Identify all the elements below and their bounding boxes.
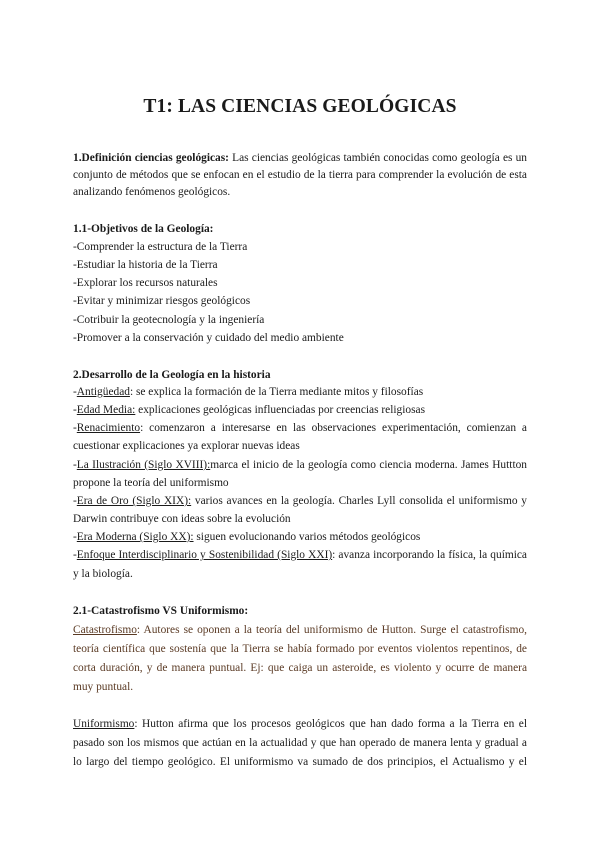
history-text: : se explica la formación de la Tierra mediante mitos y filosofías xyxy=(129,386,424,398)
definition-line-2: conjunto de métodos que se enfocan en el estudio de la tierra para comprender la evolución de esta xyxy=(73,169,527,181)
history-text: : comenzaron a interesarse en las observaciones experimentación, comienzan a xyxy=(140,422,527,434)
history-item-ilustracion-cont: propone la teoría del uniformismo xyxy=(73,477,229,489)
history-label: Enfoque Interdisciplinario y Sostenibilidad (Siglo XXI) xyxy=(76,549,333,561)
catastrophism-line-4: muy puntual. xyxy=(73,681,134,693)
objective-item: -Evitar y minimizar riesgos geológicos xyxy=(73,295,251,307)
history-text: explicaciones geológicas influenciadas por creencias religiosas xyxy=(135,404,426,416)
uniformism-text-1: : Hutton afirma que los procesos geológicos que han dado forma a la Tierra en el xyxy=(134,718,527,730)
history-item-enfoque-cont: y la biología. xyxy=(73,568,133,580)
history-item-era-oro-cont: Darwin contribuye con ideas sobre la evolución xyxy=(73,513,291,525)
definition-line-1 xyxy=(73,151,527,166)
history-label: La Ilustración (Siglo XVIII): xyxy=(76,459,211,471)
history-label: Antigüedad xyxy=(76,386,130,398)
history-item-renacimiento xyxy=(73,421,527,436)
history-label: Era Moderna (Siglo XX): xyxy=(76,531,194,543)
catastrophism-label: Catastrofismo xyxy=(73,624,137,636)
catastrophism-line-1 xyxy=(73,623,527,638)
history-text: : avanza incorporando la física, la química xyxy=(332,549,527,561)
uniformism-line-2: pasado son los mismos que actúan en la actualidad y que han operado de manera lenta y gradual a xyxy=(73,737,527,749)
history-label: Renacimiento xyxy=(76,422,141,434)
history-text: marca el inicio de la geología como ciencia moderna. James Huttton xyxy=(210,459,527,471)
dash: - xyxy=(73,386,77,398)
objective-item: -Cotribuir la geotecnología y la ingeniería xyxy=(73,314,265,326)
history-label: Era de Oro (Siglo XIX): xyxy=(76,495,192,507)
history-item-antiguedad xyxy=(73,385,423,400)
history-text: varios avances en la geología. Charles Lyll consolida el uniformismo y xyxy=(191,495,527,507)
catastrophism-text-1: : Autores se oponen a la teoría del uniformismo de Hutton. Surge el catastrofismo, xyxy=(136,624,527,636)
dash: - xyxy=(73,422,77,434)
catastrophism-heading: 2.1-Catastrofismo VS Uniformismo: xyxy=(73,605,249,617)
definition-line-3: analizando fenómenos geológicos. xyxy=(73,186,231,198)
objectives-heading: 1.1-Objetivos de la Geología: xyxy=(73,223,214,235)
history-item-era-oro xyxy=(73,494,527,509)
page-title: T1: LAS CIENCIAS GEOLÓGICAS xyxy=(143,96,457,117)
history-text: siguen evolucionando varios métodos geológicos xyxy=(193,531,421,543)
uniformism-label: Uniformismo xyxy=(73,718,135,730)
history-item-ilustracion xyxy=(73,458,527,473)
catastrophism-line-2: teoría científica que sostenía que la Tierra se había formado por eventos violentos repentinos, de xyxy=(73,643,527,655)
definition-text-1: Las ciencias geológicas también conocidas como geología es un xyxy=(232,152,527,164)
dash: - xyxy=(73,549,77,561)
catastrophism-line-3: corta duración, y de manera puntual. Ej: que caiga un asteroide, es violento y ocurre de manera xyxy=(73,662,527,674)
objective-item: -Estudiar la historia de la Tierra xyxy=(73,259,218,271)
dash: - xyxy=(73,495,77,507)
objective-item: -Promover a la conservación y cuidado del medio ambiente xyxy=(73,332,344,344)
history-label: Edad Media: xyxy=(76,404,136,416)
definition-heading: 1.Definición ciencias geológicas: xyxy=(73,152,229,164)
history-item-era-moderna xyxy=(73,530,420,545)
objective-item: -Explorar los recursos naturales xyxy=(73,277,218,289)
objective-item: -Comprender la estructura de la Tierra xyxy=(73,241,248,253)
dash: - xyxy=(73,404,77,416)
uniformism-line-1 xyxy=(73,717,527,732)
history-heading: 2.Desarrollo de la Geología en la historia xyxy=(73,369,271,381)
history-item-enfoque xyxy=(73,548,527,563)
history-item-edad-media xyxy=(73,403,425,418)
uniformism-line-3: lo largo del tiempo geológico. El uniformismo va sumado de dos principios, el Actualismo y el xyxy=(73,756,527,768)
history-item-renacimiento-cont: cuestionar explicaciones ya explorar nuevas ideas xyxy=(73,440,300,452)
dash: - xyxy=(73,459,77,471)
dash: - xyxy=(73,531,77,543)
